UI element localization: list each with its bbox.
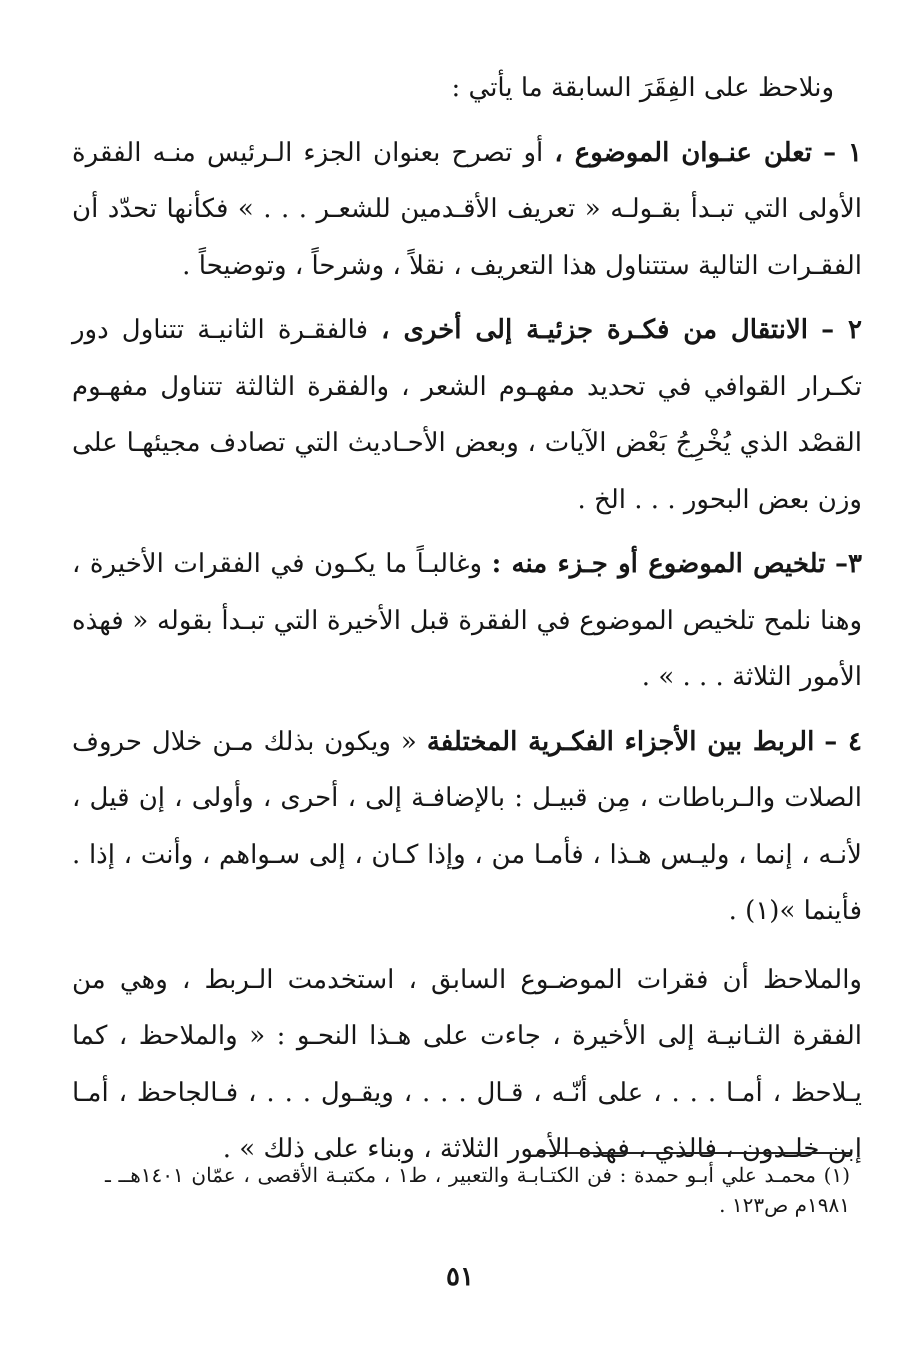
- item-heading: الانتقال من فكـرة جزئيـة إلى أخرى ،: [381, 315, 809, 345]
- item-heading: تعلن عنـوان الموضوع ،: [554, 137, 813, 168]
- item-heading: الربط بين الأجزاء الفكـرية المختلفة: [426, 726, 815, 757]
- body-text: [72, 60, 862, 1178]
- item-number: ٤ –: [824, 726, 862, 757]
- footnote-divider: [538, 1152, 850, 1154]
- item-number: ٣–: [835, 549, 862, 579]
- list-item: [72, 125, 862, 295]
- item-number: ١ –: [823, 137, 862, 168]
- closing-paragraph: والملاحظ أن فقرات الموضـوع السابق ، استخدمت الـربط ، وهي من الفقرة الثـانيـة إلى الأخيرة ، جاءت على هـذا النحـو : « والملاحظ ، كما يـلاحظ ، أمـا . . . ، على أنّـه ، قـال . . . ، ويقـول . . . ، فـالجاحظ ، أمـا إبن خلـدون ، فالذي ، فهذه الأمور الثلاثة ، وبناء على ذلك » .: [72, 964, 862, 1164]
- list-item: [72, 714, 862, 940]
- intro-line: ونلاحظ على الفِقَرَ السابقة ما يأتي :: [451, 73, 834, 103]
- item-heading: تلخيص الموضوع أو جـزء منه :: [491, 549, 826, 579]
- item-text: وغالبـاً ما يكـون في الفقرات الأخيرة ، وهنا نلمح تلخيص الموضوع في الفقرة قبل الأخيرة التي تبـدأ بقوله « فهذه الأمور الثلاثة . . . » .: [72, 549, 862, 692]
- list-item: [72, 302, 862, 528]
- item-number: ٢ –: [821, 315, 863, 345]
- footnote: (١) محمـد علي أبـو حمدة : فن الكتـابـة والتعبير ، ط١ ، مكتبـة الأقصى ، عمّان ١٤٠١هــ ـ ١٩٨١م ص١٢٣ .: [105, 1163, 851, 1217]
- item-text: فالفقـرة الثانيـة تتناول دور تكـرار القوافي في تحديد مفهـوم الشعر ، والفقرة الثالثة تتناول مفهـوم القصْد الذي يُخْرِجُ بَعْض الآيات ، وبعض الأحـاديث التي تصادف مجيئهـا على وزن بعض البحور . . . الخ .: [72, 315, 862, 515]
- item-text: أو تصرح بعنوان الجزء الـرئيس منـه الفقرة الأولى التي تبـدأ بقـولـه « تعريف الأقـدمين للشعـر . . . » فكأنها تحدّد أن الفقـرات التالية ستتناول هذا التعريف ، نقلاً ، وشرحاً ، وتوضيحاً .: [72, 137, 862, 281]
- list-item: [72, 536, 862, 706]
- item-text: « ويكون بذلك مـن خلال حروف الصلات والـرباطات ، مِن قبيـل : بالإضافـة إلى ، أحرى ، وأولى ، إن قيل ، لأنـه ، إنما ، وليـس هـذا ، فأمـا من ، وإذا كـان ، إلى سـواهم ، وأنت ، إذا . فأينما »(١) .: [72, 726, 862, 926]
- page-number: ٥١: [446, 1262, 474, 1292]
